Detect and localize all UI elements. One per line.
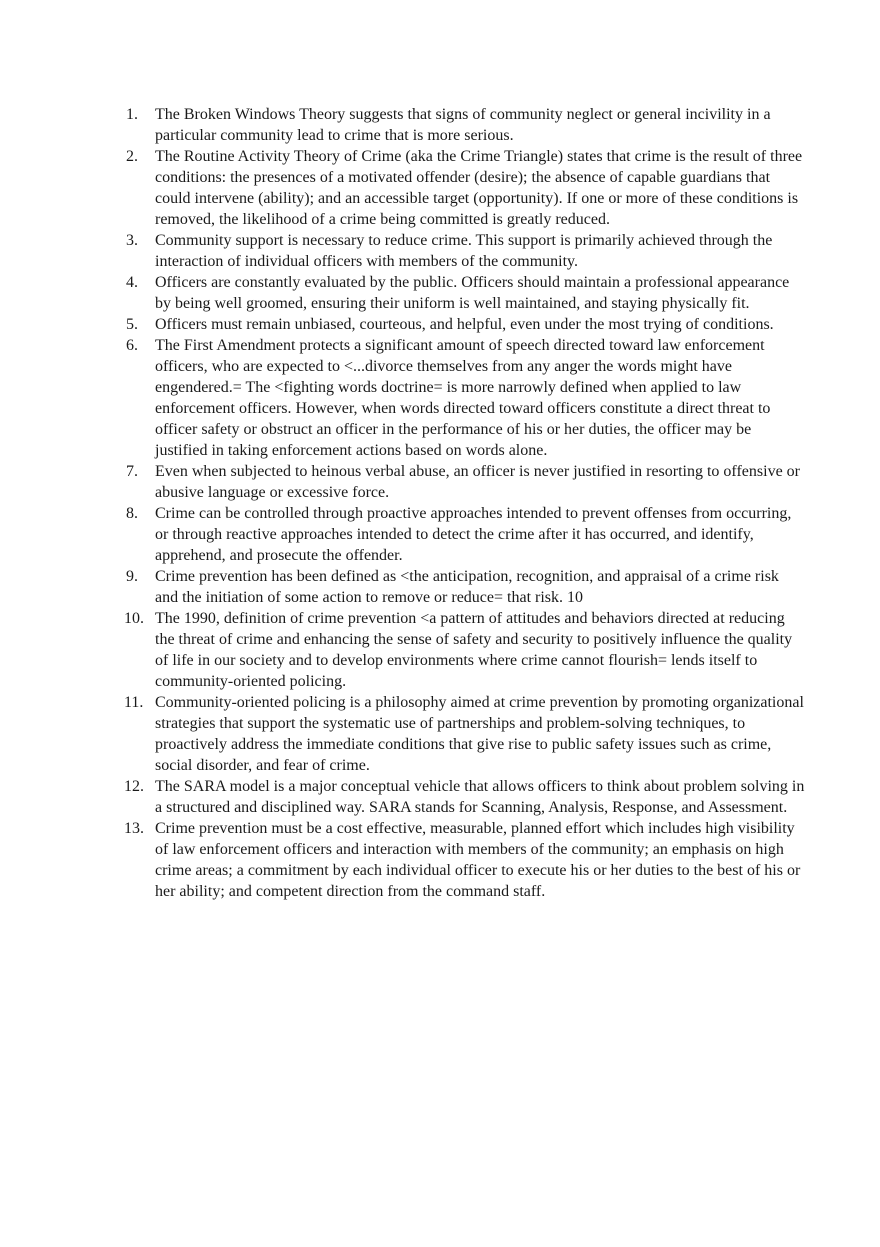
- item-number: 11.: [124, 694, 144, 711]
- list-item-8: [126, 503, 806, 566]
- list-item-3: [126, 230, 806, 272]
- list-item-6: [126, 335, 806, 461]
- item-number: 13.: [124, 820, 144, 837]
- list-item-9: [126, 566, 806, 608]
- item-text: The Broken Windows Theory suggests that signs of community neglect or general incivility in a particular community lead to crime that is more serious.: [155, 106, 771, 144]
- item-number: 3.: [126, 232, 138, 249]
- item-number: 5.: [126, 316, 138, 333]
- numbered-list: [126, 104, 806, 902]
- item-text: The SARA model is a major conceptual vehicle that allows officers to think about problem solving in a structured and disciplined way. SARA stands for Scanning, Analysis, Response, and Assessment.: [155, 778, 805, 816]
- item-number: 4.: [126, 274, 138, 291]
- list-item-12: [126, 776, 806, 818]
- list-item-10: [126, 608, 806, 692]
- item-text: Community-oriented policing is a philosophy aimed at crime prevention by promoting organizational strategies that support the systematic use of partnerships and problem-solving techniques, to proactively address the immediate conditions that give rise to public safety issues such as crime, social disorder, and fear of crime.: [155, 694, 804, 774]
- list-item-13: [126, 818, 806, 902]
- item-text: Crime prevention must be a cost effective, measurable, planned effort which includes high visibility of law enforcement officers and interaction with members of the community; an emphasis on high crime areas; a commitment by each individual officer to execute his or her duties to the best of his or her ability; and competent direction from the command staff.: [155, 820, 801, 900]
- item-text: Even when subjected to heinous verbal abuse, an officer is never justified in resorting to offensive or abusive language or excessive force.: [155, 463, 800, 501]
- item-number: 9.: [126, 568, 138, 585]
- item-number: 2.: [126, 148, 138, 165]
- item-text: Crime can be controlled through proactive approaches intended to prevent offenses from occurring, or through reactive approaches intended to detect the crime after it has occurred, and identify, apprehend, and prosecute the offender.: [155, 505, 792, 564]
- item-text: Officers are constantly evaluated by the public. Officers should maintain a professional appearance by being well groomed, ensuring their uniform is well maintained, and staying physically fit.: [155, 274, 790, 312]
- item-number: 7.: [126, 463, 138, 480]
- item-number: 12.: [124, 778, 144, 795]
- item-text: Crime prevention has been defined as <the anticipation, recognition, and appraisal of a crime risk and the initiation of some action to remove or reduce= that risk. 10: [155, 568, 779, 606]
- item-text: The 1990, definition of crime prevention <a pattern of attitudes and behaviors directed at reducing the threat of crime and enhancing the sense of safety and security to positively influence the quality of life in our society and to develop environments where crime cannot flourish= lends itself to community-oriented policing.: [155, 610, 793, 690]
- list-item-11: [126, 692, 806, 776]
- item-number: 8.: [126, 505, 138, 522]
- list-item-7: [126, 461, 806, 503]
- item-number: 1.: [126, 106, 138, 123]
- item-text: Community support is necessary to reduce crime. This support is primarily achieved through the interaction of individual officers with members of the community.: [155, 232, 773, 270]
- item-text: The Routine Activity Theory of Crime (aka the Crime Triangle) states that crime is the result of three conditions: the presences of a motivated offender (desire); the absence of capable guardians that could intervene (ability); and an accessible target (opportunity). If one or more of these conditions is removed, the likelihood of a crime being committed is greatly reduced.: [155, 148, 803, 228]
- item-text: The First Amendment protects a significant amount of speech directed toward law enforcement officers, who are expected to <...divorce themselves from any anger the words might have engendered.= The <fighting words doctrine= is more narrowly defined when applied to law enforcement officers. However, when words directed toward officers constitute a direct threat to officer safety or obstruct an officer in the performance of his or her duties, the officer may be justified in taking enforcement actions based on words alone.: [155, 337, 771, 459]
- item-number: 6.: [126, 337, 138, 354]
- list-item-1: [126, 104, 806, 146]
- list-item-5: [126, 314, 806, 335]
- list-item-2: [126, 146, 806, 230]
- list-item-4: [126, 272, 806, 314]
- item-text: Officers must remain unbiased, courteous, and helpful, even under the most trying of conditions.: [155, 316, 774, 333]
- item-number: 10.: [124, 610, 144, 627]
